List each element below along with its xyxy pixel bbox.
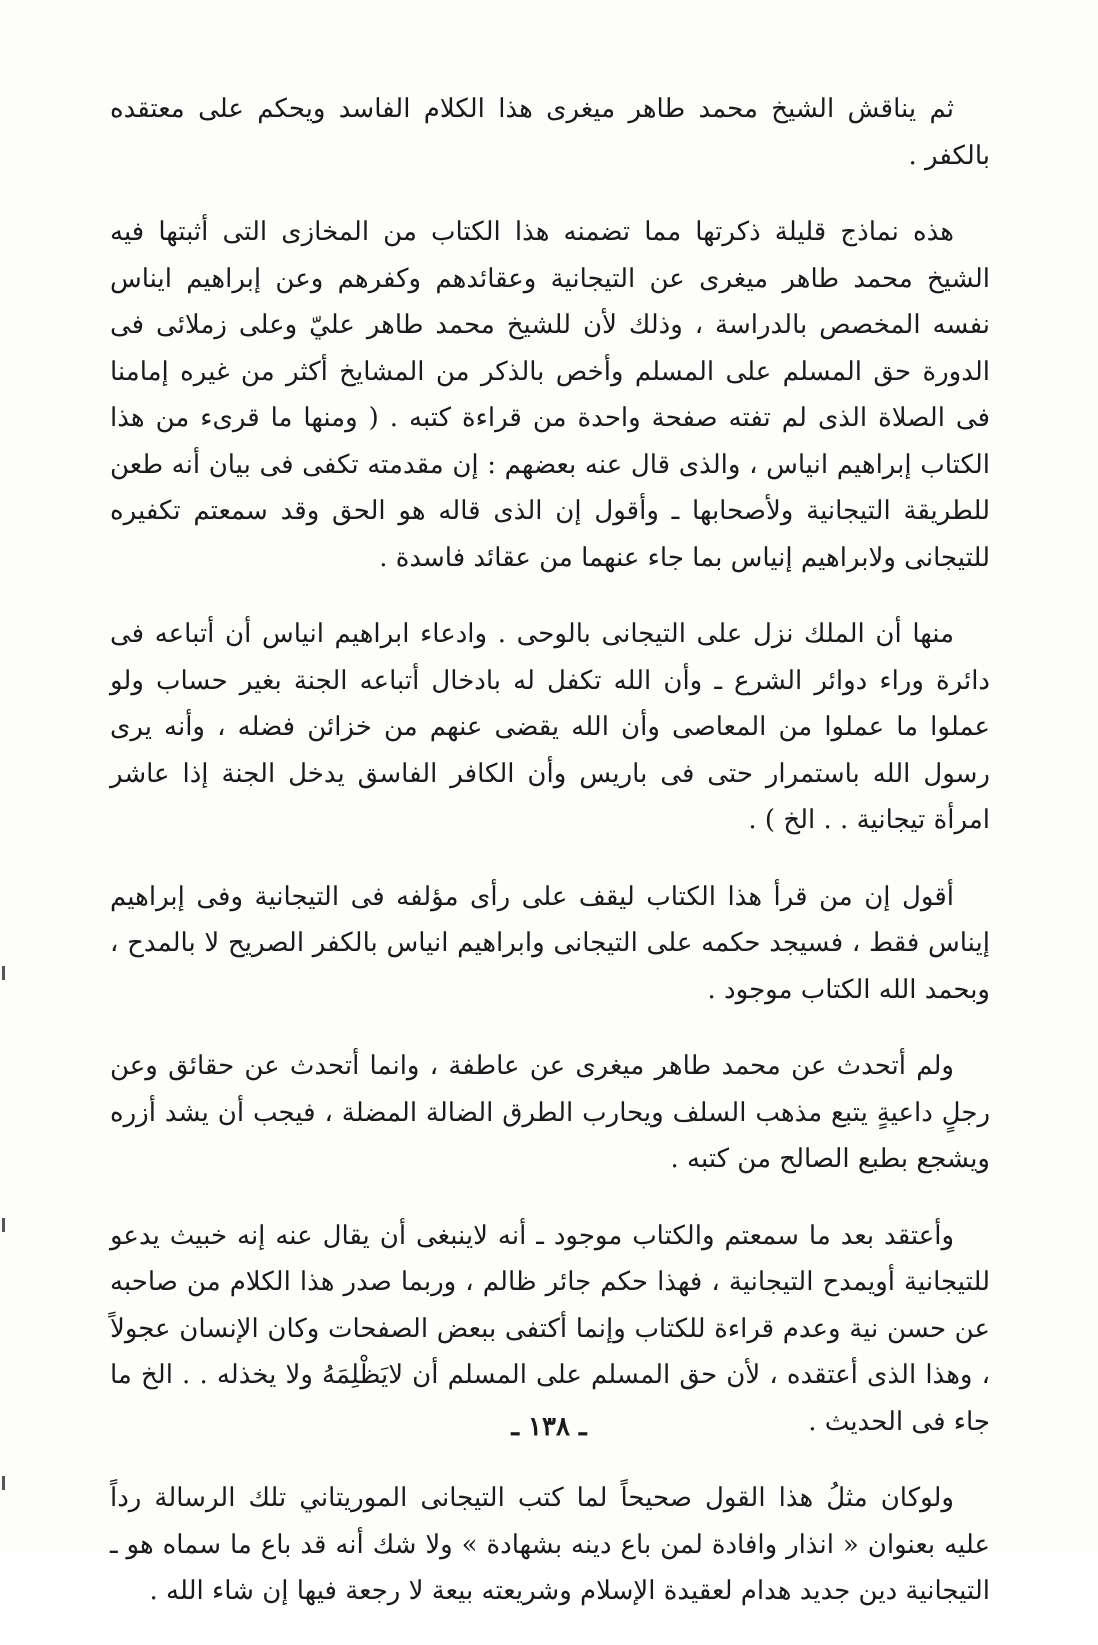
paragraph-1: ثم يناقش الشيخ محمد طاهر ميغرى هذا الكلام الفاسد ويحكم على معتقده بالكفر .: [110, 94, 990, 171]
scan-edge-mark: [2, 1476, 5, 1490]
scan-edge-mark: [2, 966, 5, 980]
paragraph-3: منها أن الملك نزل على التيجانى بالوحى . وادعاء ابراهيم انياس أن أتباعه فى دائرة وراء دوائر الشرع ـ وأن الله تكفل له بادخال أتباعه الجنة بغير حساب ولو عملوا ما عملوا من المعاصى وأن الله يقضى عنهم من خزائن فضله ، وأنه يرى رسول الله باستمرار حتى فى باريس وأن الكافر الفاسق يدخل الجنة إذا عاشر امرأة تيجانية . . الخ ) .: [110, 619, 990, 835]
scan-edge-mark: [2, 1218, 5, 1232]
paragraph-2: هذه نماذج قليلة ذكرتها مما تضمنه هذا الكتاب من المخازى التى أثبتها فيه الشيخ محمد طاهر ميغرى عن التيجانية وعقائدهم وكفرهم وعن إبراهيم ايناس نفسه المخصص بالدراسة ، وذلك لأن للشيخ محمد طاهر عليّ وعلى زملائى فى الدورة حق المسلم على المسلم وأخص بالذكر من المشايخ أكثر من غيره إمامنا فى الصلاة الذى لم تفته صفحة واحدة من قراءة كتبه . ( ومنها ما قرىء من هذا الكتاب إبراهيم انياس ، والذى قال عنه بعضهم : إن مقدمته تكفى فى بيان أنه طعن للطريقة التيجانية ولأصحابها ـ وأقول إن الذى قاله هو الحق وقد سمعتم تكفيره للتيجانى ولابراهيم إنياس بما جاء عنهما من عقائد فاسدة .: [110, 217, 990, 573]
paragraph-6: وأعتقد بعد ما سمعتم والكتاب موجود ـ أنه لاينبغى أن يقال عنه إنه خبيث يدعو للتيجانية أويمدح التيجانية ، فهذا حكم جائر ظالم ، وربما صدر هذا الكلام من صاحبه عن حسن نية وعدم قراءة للكتاب وإنما أكتفى ببعض الصفحات وكان الإنسان عجولاً ، وهذا الذى أعتقده ، لأن حق المسلم على المسلم أن لايَظْلِمَهُ ولا يخذله . . الخ ما جاء فى الحديث .: [110, 1220, 990, 1437]
paragraph-4: أقول إن من قرأ هذا الكتاب ليقف على رأى مؤلفه فى التيجانية وفى إبراهيم إيناس فقط ، فسيجد حكمه على التيجانى وابراهيم انياس بالكفر الصريح لا بالمدح ، وبحمد الله الكتاب موجود .: [110, 881, 990, 1005]
paragraph-5: ولم أتحدث عن محمد طاهر ميغرى عن عاطفة ، وانما أتحدث عن حقائق وعن رجلٍ داعيةٍ يتبع مذهب السلف ويحارب الطرق الضالة المضلة ، فيجب أن يشد أزره ويشجع بطبع الصالح من كتبه .: [110, 1051, 990, 1174]
body-text: [110, 86, 990, 1645]
paragraph-7: ولوكان مثلُ هذا القول صحيحاً لما كتب التيجانى الموريتاني تلك الرسالة رداً عليه بعنوان « انذار وافادة لمن باع دينه بشهادة » ولا شك أنه قد باع ما سماه هو ـ التيجانية دين جديد هدام لعقيدة الإسلام وشريعته بيعة لا رجعة فيها إن شاء الله .: [110, 1483, 990, 1606]
page-number: ـ ١٣٨ ـ: [511, 1412, 587, 1442]
